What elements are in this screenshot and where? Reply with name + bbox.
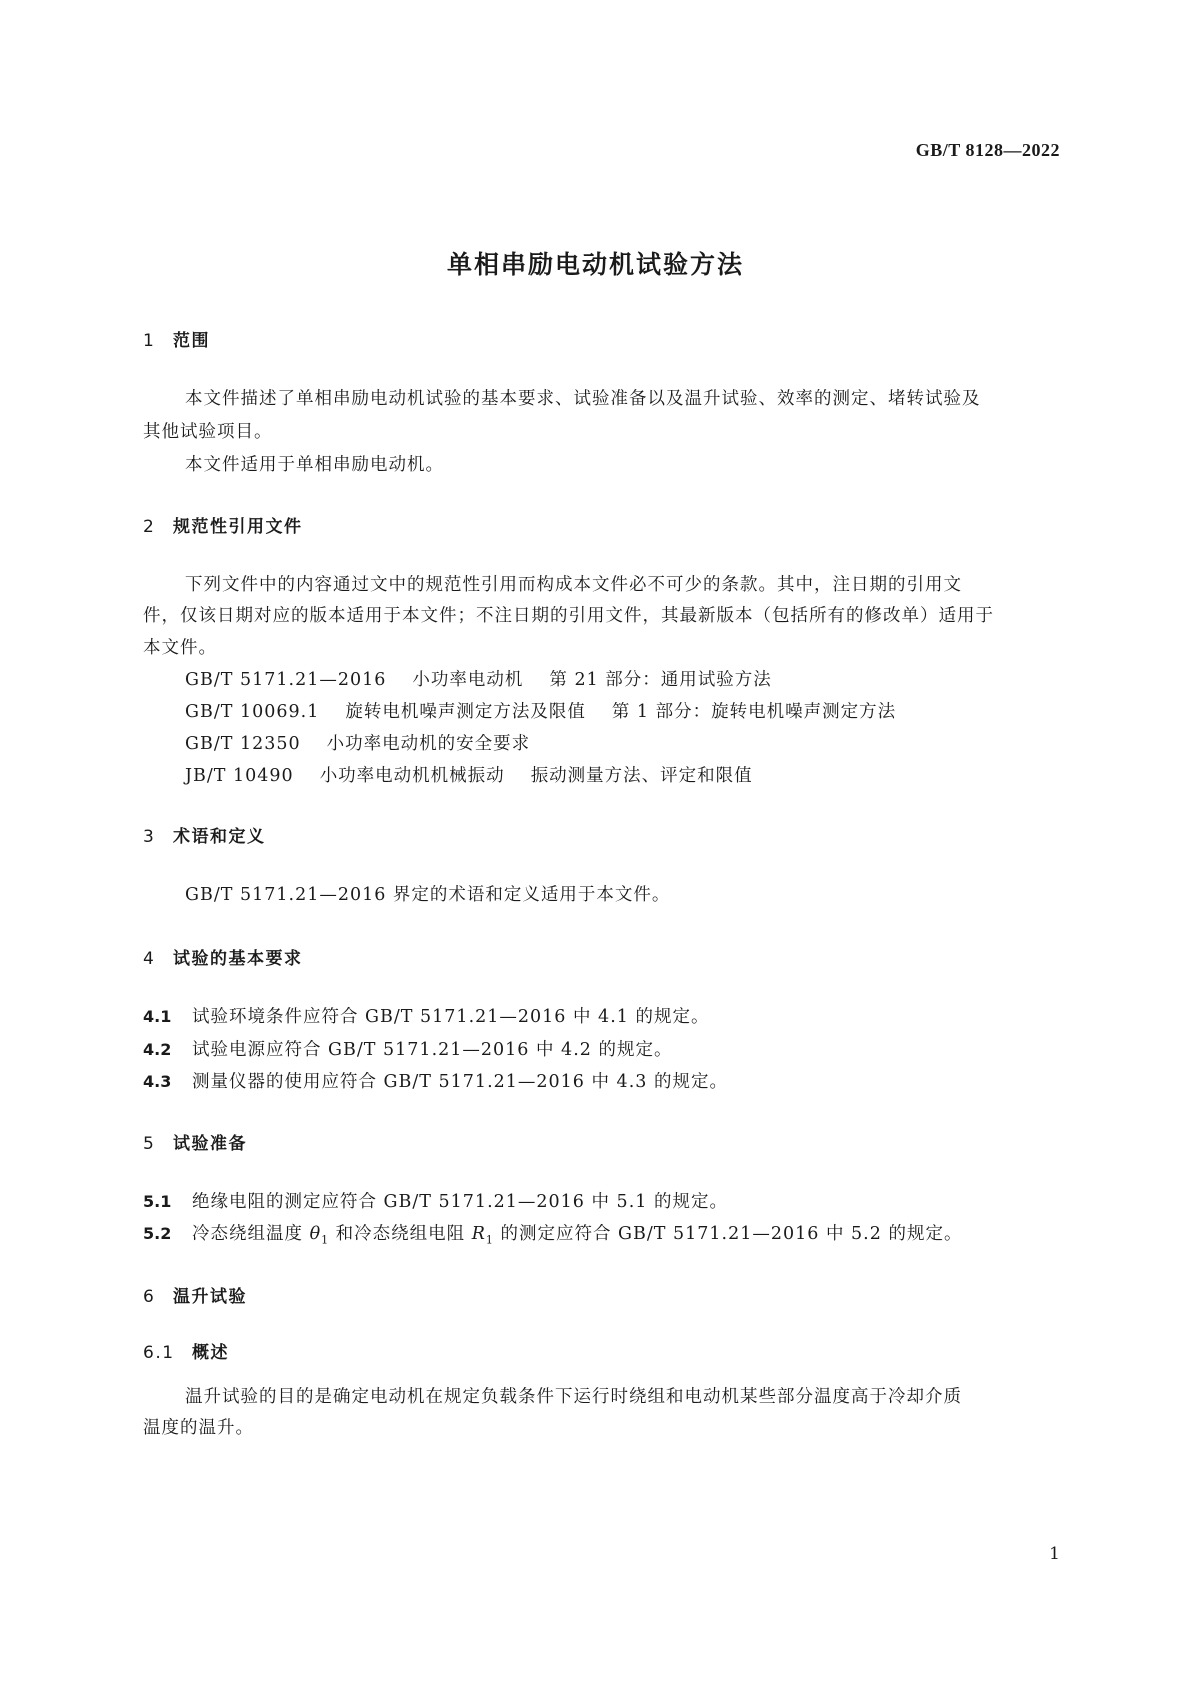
section-number: 6 xyxy=(143,1287,156,1307)
reference-title: 旋转电机噪声测定方法及限值 xyxy=(345,702,586,722)
theta-symbol: θ xyxy=(309,1224,322,1244)
section-6-heading xyxy=(143,1282,247,1307)
subscript: 1 xyxy=(485,1233,494,1247)
paragraph: 本文件适用于单相串励电动机。 xyxy=(185,455,444,475)
section-title: 范围 xyxy=(173,331,210,351)
clause-number: 5.1 xyxy=(143,1192,172,1211)
section-number: 1 xyxy=(143,331,156,351)
reference-code: GB/T 10069.1 xyxy=(185,702,320,722)
subsection-6-1-heading xyxy=(143,1338,229,1363)
reference-title: 小功率电动机的安全要求 xyxy=(326,734,531,754)
clause-text: 冷态绕组温度 xyxy=(192,1224,310,1244)
section-number: 4 xyxy=(143,949,156,969)
reference-code: JB/T 10490 xyxy=(185,766,294,786)
clause-text: 的测定应符合 GB/T 5171.21—2016 中 5.2 的规定。 xyxy=(493,1224,963,1244)
paragraph: 其他试验项目。 xyxy=(143,422,273,442)
reference-code: GB/T 5171.21—2016 xyxy=(185,670,387,690)
section-title: 术语和定义 xyxy=(173,827,266,847)
section-3-heading xyxy=(143,822,266,847)
paragraph: 件，仅该日期对应的版本适用于本文件；不注日期的引用文件，其最新版本（包括所有的修改单）适用于 xyxy=(143,606,994,626)
resistance-symbol: R xyxy=(471,1224,486,1244)
clause-number: 4.3 xyxy=(143,1072,172,1091)
clause-item xyxy=(143,1220,962,1247)
reference-title: 小功率电动机 xyxy=(412,670,524,690)
paragraph: 温升试验的目的是确定电动机在规定负载条件下运行时绕组和电动机某些部分温度高于冷却介质 xyxy=(185,1387,962,1407)
section-title: 试验准备 xyxy=(173,1134,247,1154)
standard-code: GB/T 8128—2022 xyxy=(915,140,1060,160)
reference-part: 振动测量方法、评定和限值 xyxy=(530,766,753,786)
clause-number: 4.1 xyxy=(143,1007,172,1026)
section-number: 5 xyxy=(143,1134,156,1154)
clause-item xyxy=(143,1003,709,1028)
paragraph: 温度的温升。 xyxy=(143,1418,254,1438)
clause-text: 和冷态绕组电阻 xyxy=(329,1224,472,1244)
normative-reference xyxy=(185,762,753,787)
reference-part: 第 21 部分：通用试验方法 xyxy=(549,670,772,690)
section-title: 试验的基本要求 xyxy=(173,949,303,969)
section-number: 2 xyxy=(143,517,156,537)
subsection-title: 概述 xyxy=(192,1343,229,1363)
reference-title: 小功率电动机机械振动 xyxy=(319,766,505,786)
normative-reference xyxy=(185,698,896,723)
clause-item xyxy=(143,1188,728,1213)
clause-text: 绝缘电阻的测定应符合 GB/T 5171.21—2016 中 5.1 的规定。 xyxy=(192,1192,728,1212)
reference-part: 第 1 部分：旋转电机噪声测定方法 xyxy=(611,702,897,722)
clause-text: 测量仪器的使用应符合 GB/T 5171.21—2016 中 4.3 的规定。 xyxy=(192,1072,728,1092)
section-number: 3 xyxy=(143,827,156,847)
clause-number: 5.2 xyxy=(143,1224,172,1243)
clause-text: 试验环境条件应符合 GB/T 5171.21—2016 中 4.1 的规定。 xyxy=(192,1007,710,1027)
normative-reference xyxy=(185,730,530,755)
clause-item xyxy=(143,1036,672,1061)
normative-reference xyxy=(185,666,772,691)
section-title: 温升试验 xyxy=(173,1287,247,1307)
paragraph: 本文件。 xyxy=(143,638,217,658)
page-number: 1 xyxy=(1049,1544,1060,1564)
paragraph: GB/T 5171.21—2016 界定的术语和定义适用于本文件。 xyxy=(185,885,671,905)
paragraph: 下列文件中的内容通过文中的规范性引用而构成本文件必不可少的条款。其中，注日期的引用文 xyxy=(185,575,962,595)
paragraph: 本文件描述了单相串励电动机试验的基本要求、试验准备以及温升试验、效率的测定、堵转试验及 xyxy=(185,389,981,409)
subsection-number: 6.1 xyxy=(143,1343,175,1363)
subscript: 1 xyxy=(321,1233,330,1247)
reference-code: GB/T 12350 xyxy=(185,734,301,754)
section-1-heading xyxy=(143,326,210,351)
document-title: 单相串励电动机试验方法 xyxy=(446,250,744,279)
section-2-heading xyxy=(143,512,303,537)
clause-number: 4.2 xyxy=(143,1040,172,1059)
section-5-heading xyxy=(143,1129,247,1154)
clause-item xyxy=(143,1068,728,1093)
clause-text: 试验电源应符合 GB/T 5171.21—2016 中 4.2 的规定。 xyxy=(192,1040,673,1060)
section-title: 规范性引用文件 xyxy=(173,517,303,537)
section-4-heading xyxy=(143,944,303,969)
